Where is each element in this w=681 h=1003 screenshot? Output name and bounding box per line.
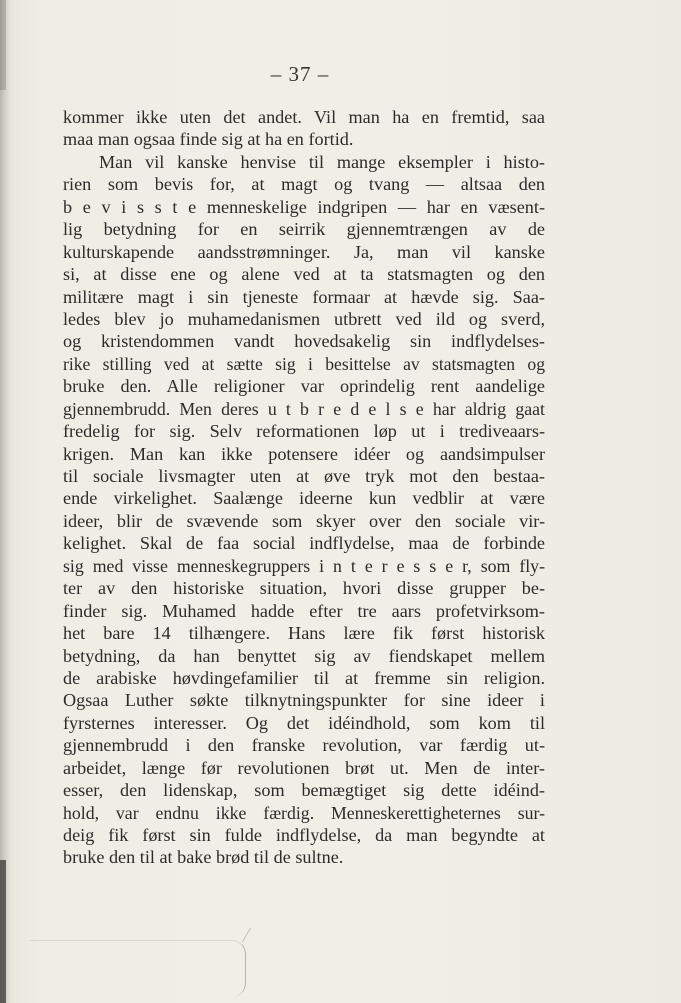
text-line: rien som bevis for, at magt og tvang — altsaa den [63,174,545,195]
text-line: kelighet. Skal de faa social indflydelse, maa de forbinde [63,533,545,554]
text-line: bruke den til at bake brød til de sultne. [63,847,344,868]
text-line: b e v i s s t e menneskelige indgripen — har en væsent- [63,196,545,217]
text-line: til sociale livsmagter uten at øve tryk mot den bestaa- [63,466,545,486]
text-line: de arabiske høvdingefamilier til at fremme sin religion. [63,667,545,688]
text-line: ter av den historiske situation, hvori disse grupper be- [63,578,545,599]
text-line: kulturskapende aandsstrømninger. Ja, man vil kanske [63,241,545,262]
book-spine [0,0,10,1003]
text-line: og kristendommen vandt hovedsakelig sin indflydelses- [63,331,545,352]
text-line: betydning, da han benyttet sig av fiendskapet mellem [63,645,545,666]
text-line: ideer, blir de svævende som skyer over den sociale vir- [63,510,545,531]
text-line: lig betydning for en seirrik gjennemtrængen av de [63,219,545,240]
text-line: si, at disse ene og alene ved at ta statsmagten og den [63,264,545,285]
text-line: Man vil kanske henvise til mange eksempler i histo- [99,151,545,172]
text-line: hold, var endnu ikke færdig. Menneskerettigheternes sur- [63,802,545,823]
page-number: – 37 – [270,62,330,86]
text-line: ende virkelighet. Saalænge ideerne kun vedblir at være [63,488,545,509]
text-line: deig fik først sin fulde indflydelse, da man begyndte at [63,825,545,845]
text-line: esser, den lidenskap, som bemægtiget sig dette idéind- [63,780,545,801]
text-line: ledes blev jo muhamedanismen utbrett ved ild og sverd, [63,308,545,329]
text-line: maa man ogsaa finde sig at ha en fortid. [63,129,354,150]
text-line: militære magt i sin tjeneste formaar at hævde sig. Saa- [63,286,545,307]
text-line: kommer ikke uten det andet. Vil man ha en fremtid, saa [63,107,545,127]
text-line: Ogsaa Luther søkte tilknytningspunkter for sine ideer i [63,690,545,711]
text-line: rike stilling ved at sætte sig i besittelse av statsmagten og [63,353,545,374]
text-line: fyrsternes interesser. Og det idéindhold, som kom til [63,712,545,733]
spine-shadow-mark [0,860,6,1003]
text-line: het bare 14 tilhængere. Hans lære fik først historisk [63,623,545,644]
text-line: gjennembrudd. Men deres u t b r e d e l s e har aldrig gaat [63,398,545,419]
text-line: gjennembrudd i den franske revolution, var færdig ut- [63,735,545,756]
text-line: bruke den. Alle religioner var oprindelig rent aandelige [63,376,545,397]
text-line: sig med visse menneskegruppers i n t e r e s s e r, som fly- [63,555,545,576]
text-line: krigen. Man kan ikke potensere idéer og aandsimpulser [63,443,545,464]
paper-edge-mark [30,940,246,997]
text-line: finder sig. Muhamed hadde efter tre aars profetvirksom- [63,600,545,621]
text-line: fredelig for sig. Selv reformationen løp ut i trediveaars- [63,421,545,442]
text-line: arbeidet, længe før revolutionen brøt ut. Men de inter- [63,757,545,778]
body-text [63,106,545,869]
